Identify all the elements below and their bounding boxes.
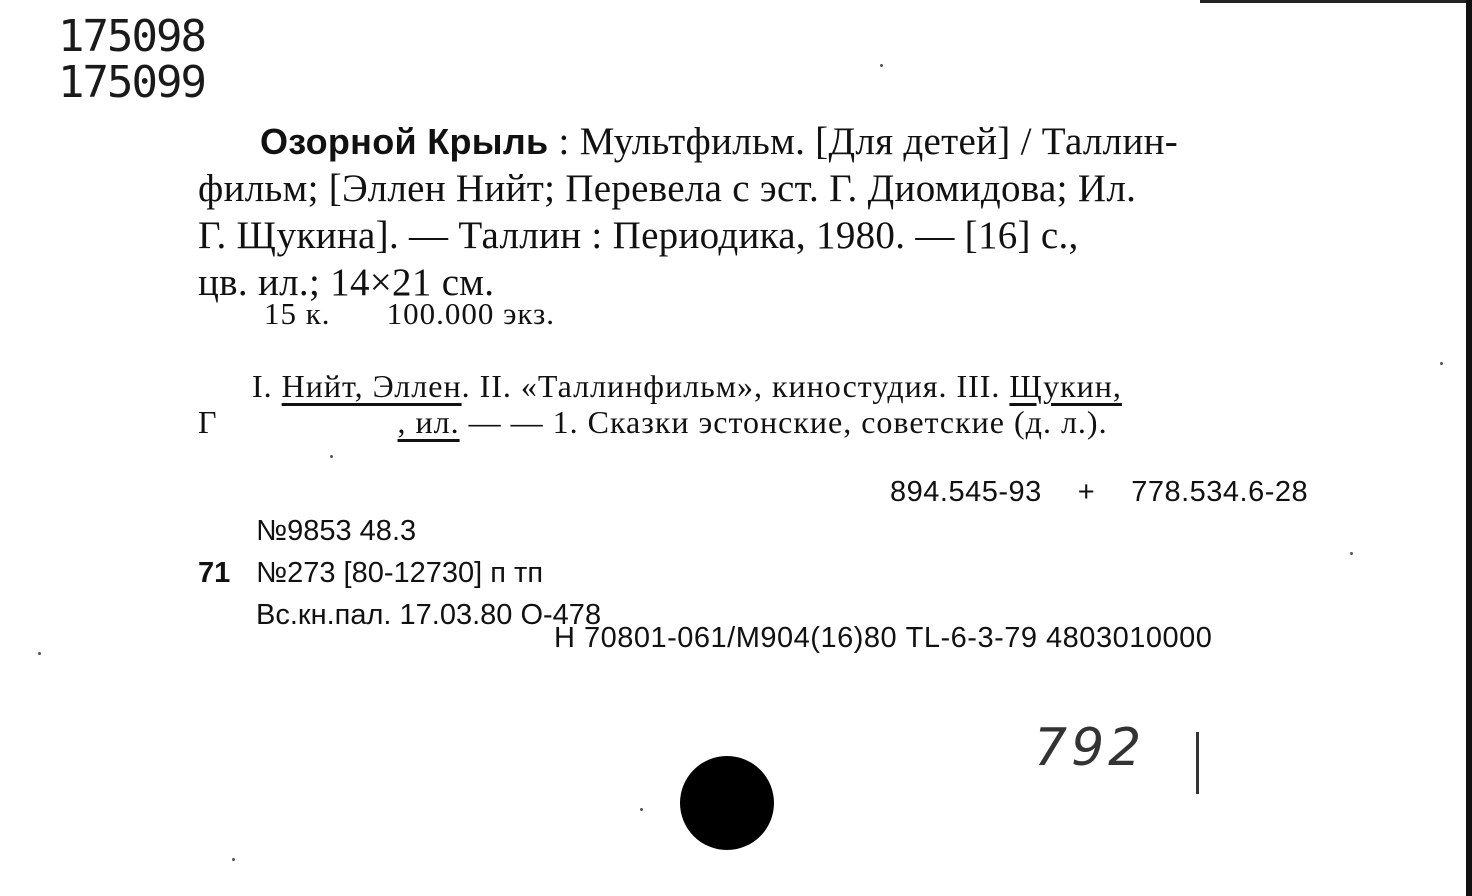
heading-letter: Г — [198, 404, 218, 440]
handwritten-stroke — [1196, 732, 1199, 794]
classification-indices — [890, 476, 1308, 509]
speck — [38, 652, 41, 655]
title-line-4: цв. ил.; 14×21 см. — [198, 261, 495, 304]
class-index-right: 778.534.6-28 — [1131, 476, 1309, 508]
handwritten-mark: 792 — [1034, 718, 1146, 778]
speck — [880, 64, 883, 67]
subject-headings-line-1 — [252, 368, 1122, 405]
pub-line-2-prefix: 71 — [198, 557, 231, 589]
heading-illustrator: Щукин, — [1009, 368, 1122, 404]
price-and-print-run — [264, 296, 555, 332]
speck — [640, 808, 643, 811]
card-numbers-stamp — [58, 11, 205, 108]
title-line-2: фильм; [Эллен Нийт; Перевела с эст. Г. Диомидова; Ил. — [198, 167, 1137, 210]
book-title: Озорной Крыль — [260, 121, 549, 162]
class-index-left: 894.545-93 — [890, 476, 1042, 508]
punch-hole — [680, 756, 774, 850]
speck — [1350, 552, 1353, 555]
title-line-1-rest: : Мультфильм. [Для детей] / Таллин- — [548, 120, 1179, 163]
title-line-3: Г. Щукина]. — Таллин : Периодика, 1980. — [16] с., — [198, 214, 1079, 257]
publishing-info — [198, 510, 601, 636]
subject-headings-line-2 — [198, 404, 1108, 441]
card-number-2: 175099 — [58, 57, 205, 108]
card-number-1: 175098 — [58, 11, 205, 62]
heading-role: , ил. — [397, 404, 460, 440]
title-line-1 — [198, 118, 1178, 165]
print-run: 100.000 экз. — [386, 296, 556, 331]
imprint-code: Н 70801-061/М904(16)80 TL-6-3-79 4803010000 — [554, 622, 1213, 654]
price: 15 к. — [264, 296, 331, 331]
bibliographic-description — [198, 118, 1178, 306]
card-right-edge — [1466, 0, 1472, 896]
heading-rest: . II. «Таллинфильм», киностудия. III. — [461, 368, 1010, 404]
speck — [232, 858, 235, 861]
card-top-edge — [1200, 0, 1472, 3]
speck — [330, 455, 333, 458]
pub-line-1: №9853 48.3 — [256, 515, 417, 547]
class-plus: + — [1077, 476, 1096, 508]
heading-author: Нийт, Эллен — [281, 368, 462, 404]
pub-line-2: №273 [80-12730] п тп — [256, 557, 544, 589]
pub-line-3: Вс.кн.пал. 17.03.80 О-478 — [256, 599, 602, 631]
speck — [1440, 362, 1443, 365]
heading-prefix: I. — [252, 368, 282, 404]
heading-subject: — — 1. Сказки эстонские, советские (д. л.). — [459, 404, 1108, 440]
